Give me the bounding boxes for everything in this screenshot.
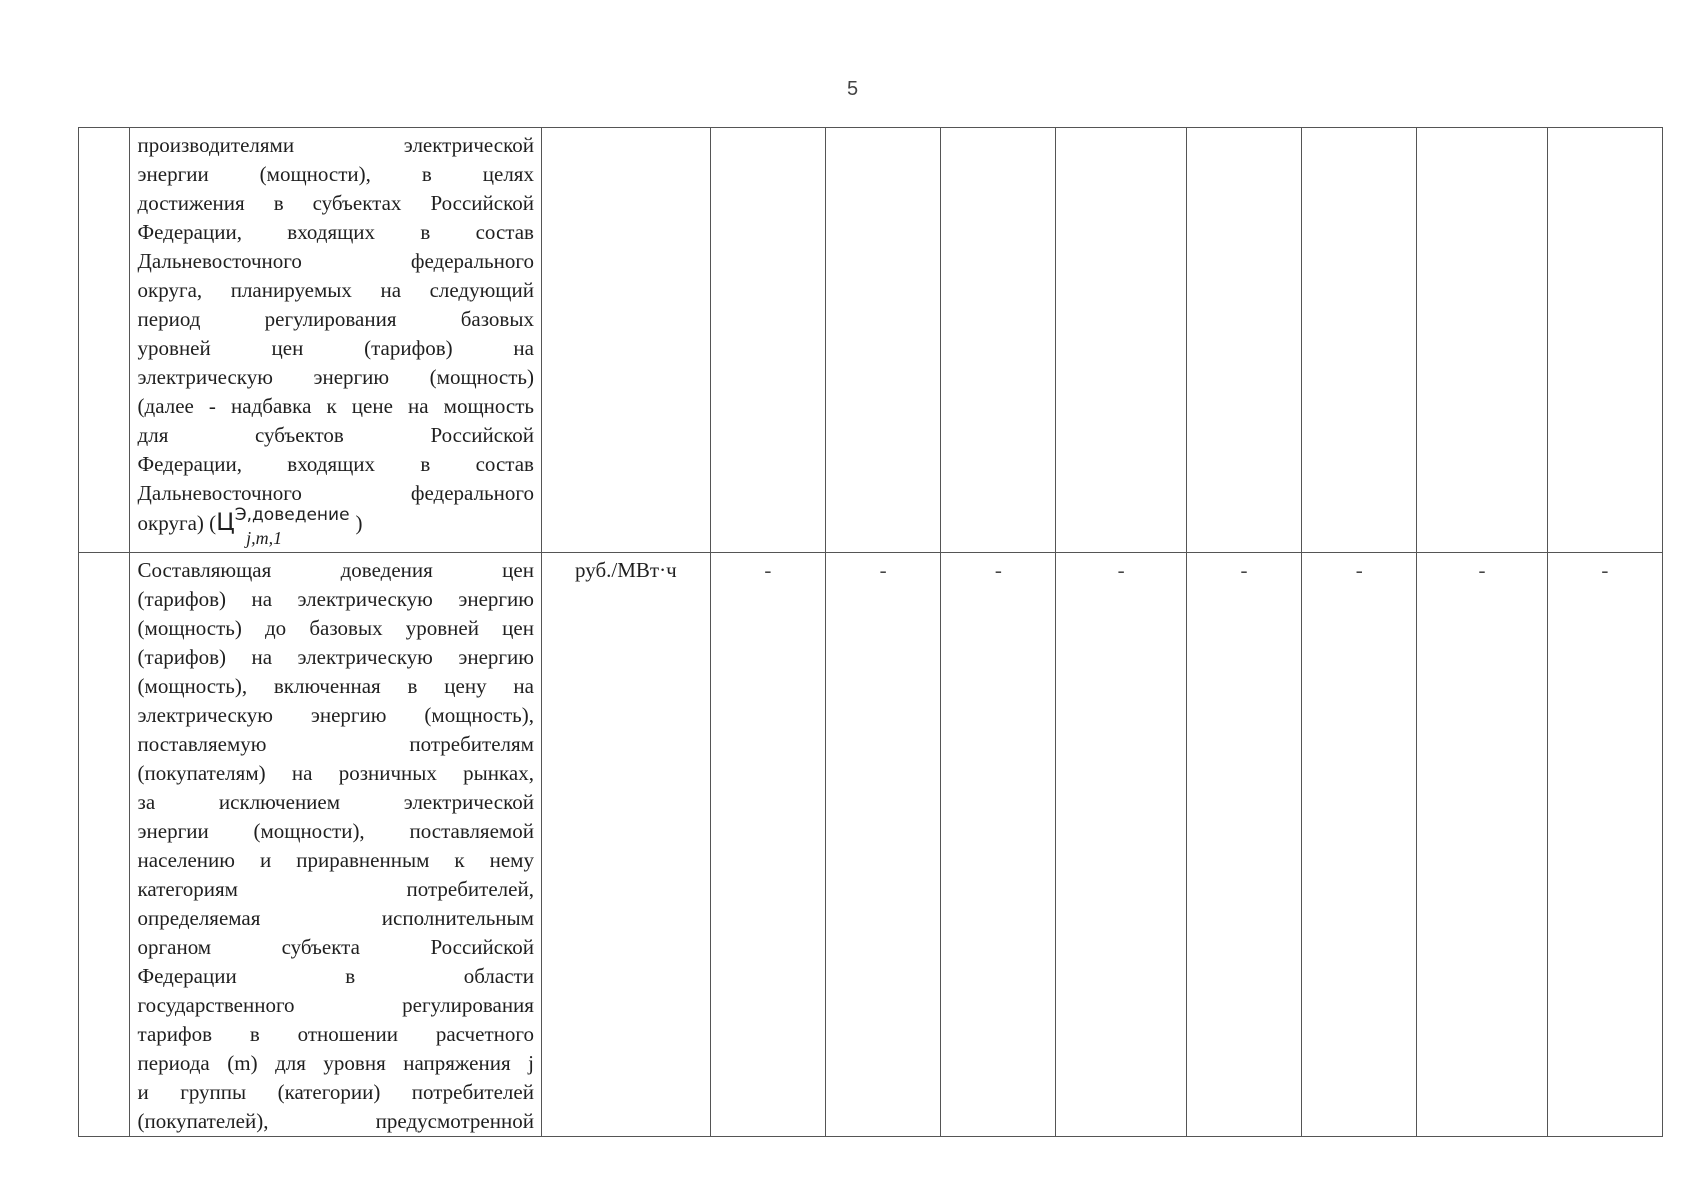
description-line: для субъектов Российской [137, 423, 534, 447]
value-text [1548, 128, 1662, 131]
description-line: производителями электрической [137, 133, 534, 157]
value-cell [1186, 553, 1301, 1137]
value-text [941, 128, 1055, 131]
description-line: (далее - надбавка к цене на мощность [137, 394, 534, 418]
value-cell [710, 553, 825, 1137]
value-cell [1056, 553, 1186, 1137]
description-line: (тарифов) на электрическую энергию [137, 645, 534, 669]
value-text [1417, 128, 1546, 131]
description-cell [129, 553, 541, 1137]
description-line: Федерации, входящих в состав [137, 452, 534, 476]
description-line: за исключением электрической [137, 790, 534, 814]
description-line: округа, планируемых на следующий [137, 278, 534, 302]
value-cell [941, 128, 1056, 553]
table-row [79, 553, 1663, 1137]
description-line: Дальневосточного федерального [137, 249, 534, 273]
value-cell [1186, 128, 1301, 553]
formula-close: ) [355, 511, 363, 535]
value-text: - [994, 558, 1002, 582]
description-line: электрическую энергию (мощность), [137, 703, 534, 727]
description-line: (мощность) до базовых уровней цен [137, 616, 534, 640]
value-cell [825, 128, 940, 553]
description-line: органом субъекта Российской [137, 935, 534, 959]
unit-text [542, 128, 710, 131]
value-text: - [1117, 558, 1125, 582]
value-text [711, 128, 825, 131]
value-text: - [1601, 558, 1609, 582]
formula-subscript: j,m,1 [246, 528, 283, 548]
description-line: периода (m) для уровня напряжения j [137, 1051, 534, 1075]
value-text [1302, 128, 1416, 131]
description-line: уровней цен (тарифов) на [137, 336, 534, 360]
row-number-cell [79, 553, 130, 1137]
row-number-cell [79, 128, 130, 553]
value-text: - [1240, 558, 1248, 582]
page-number: 5 [846, 78, 859, 100]
description-line: и группы (категории) потребителей [137, 1080, 534, 1104]
description-line: тарифов в отношении расчетного [137, 1022, 534, 1046]
description-line: населению и приравненным к нему [137, 848, 534, 872]
unit-text: руб./МВт·ч [575, 558, 677, 582]
description-line: (тарифов) на электрическую энергию [137, 587, 534, 611]
value-text [826, 128, 940, 131]
formula-base: Ц [216, 508, 235, 536]
description-text [130, 553, 541, 1136]
formula [216, 505, 355, 548]
description-line: (мощность), включенная в цену на [137, 674, 534, 698]
description-line-prefix: округа) ( [137, 511, 217, 535]
description-line: достижения в субъектах Российской [137, 191, 534, 215]
value-cell [1417, 553, 1547, 1137]
description-line: Федерации, входящих в состав [137, 220, 534, 244]
description-line: поставляемую потребителям [137, 732, 534, 756]
description-cell [129, 128, 541, 553]
value-text: - [879, 558, 887, 582]
description-line: период регулирования базовых [137, 307, 534, 331]
tariff-table [78, 127, 1663, 1137]
unit-cell [541, 128, 710, 553]
value-cell [1056, 128, 1186, 553]
table-row [79, 128, 1663, 553]
description-line: энергии (мощности), в целях [137, 162, 534, 186]
description-line: Составляющая доведения цен [137, 558, 534, 582]
value-cell [1547, 128, 1662, 553]
description-line: (покупателям) на розничных рынках, [137, 761, 534, 785]
description-line: Дальневосточного федерального [137, 481, 534, 505]
value-cell [1302, 128, 1417, 553]
description-line: энергии (мощности), поставляемой [137, 819, 534, 843]
description-last-line [137, 505, 534, 548]
value-cell [1547, 553, 1662, 1137]
description-line: Федерации в области [137, 964, 534, 988]
description-text [130, 128, 541, 548]
value-text [1187, 128, 1301, 131]
value-text: - [764, 558, 772, 582]
value-cell [825, 553, 940, 1137]
value-cell [710, 128, 825, 553]
description-line: категориям потребителей, [137, 877, 534, 901]
description-line: государственного регулирования [137, 993, 534, 1017]
value-text: - [1478, 558, 1486, 582]
value-text: - [1355, 558, 1363, 582]
unit-cell [541, 553, 710, 1137]
description-line: электрическую энергию (мощность) [137, 365, 534, 389]
value-text [1056, 128, 1185, 131]
description-line: (покупателей), предусмотренной [137, 1109, 534, 1133]
formula-superscript: Э,доведение [234, 505, 350, 525]
description-line: определяемая исполнительным [137, 906, 534, 930]
value-cell [1417, 128, 1547, 553]
value-cell [941, 553, 1056, 1137]
value-cell [1302, 553, 1417, 1137]
